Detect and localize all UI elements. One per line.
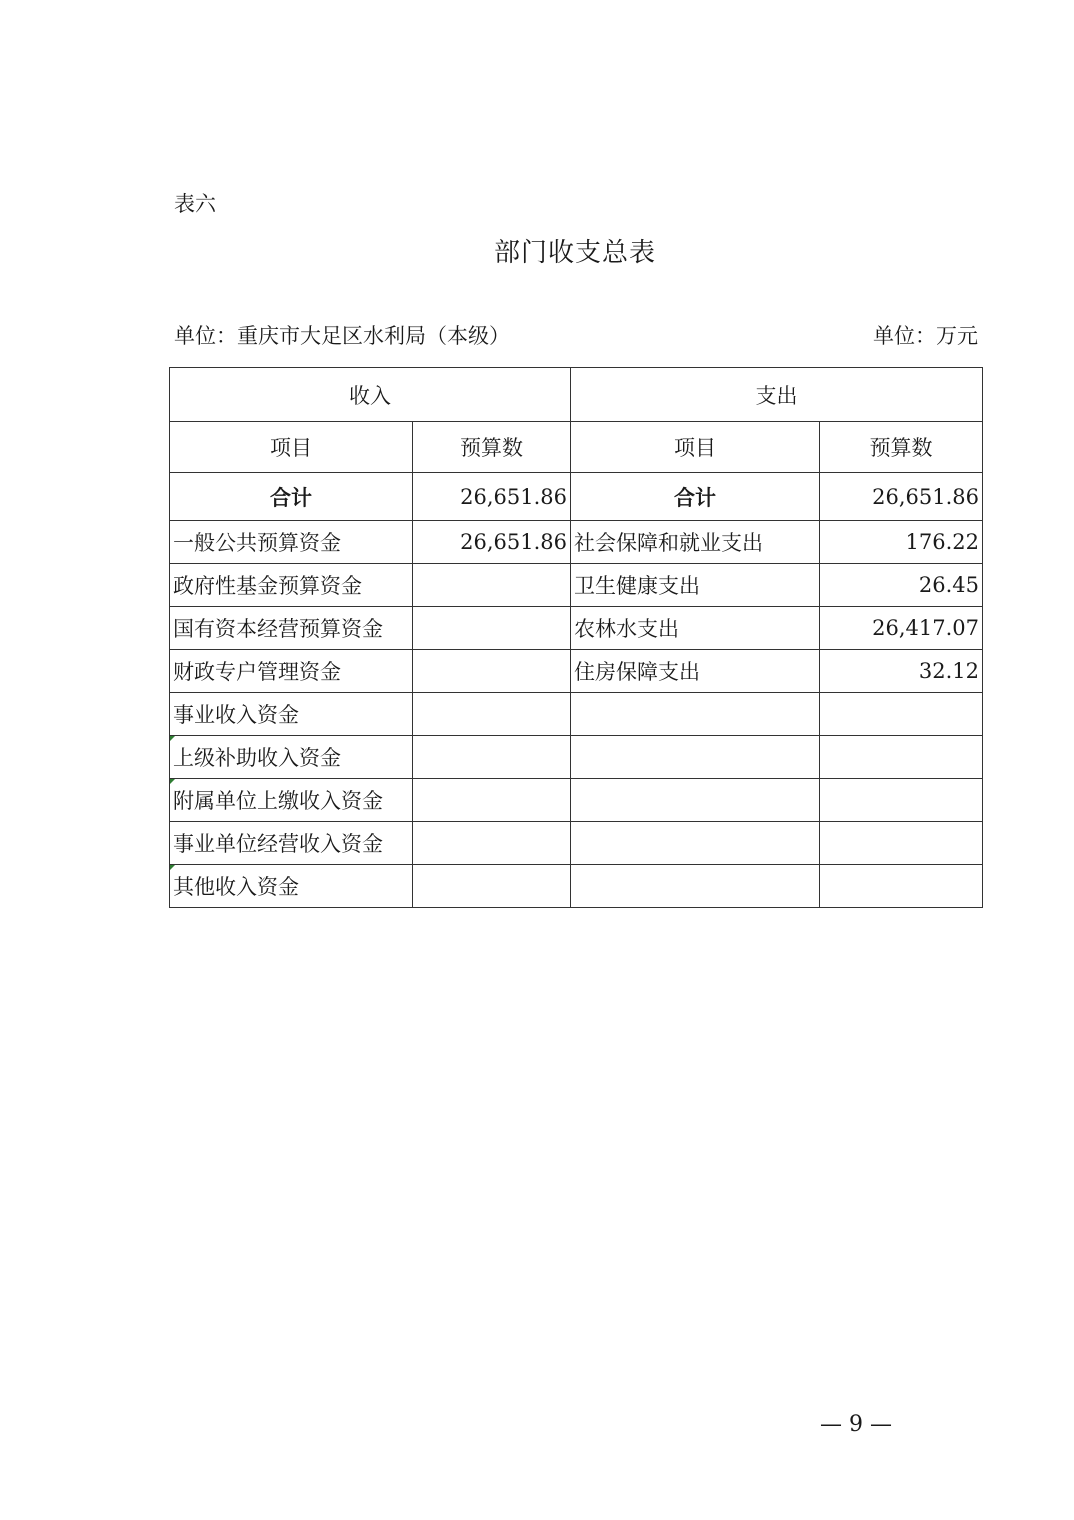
table-row bbox=[170, 521, 983, 564]
income-section-header: 收入 bbox=[170, 368, 571, 422]
table-column-header-row bbox=[170, 422, 983, 473]
expense-amount: 32.12 bbox=[820, 650, 983, 693]
income-amount bbox=[413, 822, 571, 865]
expense-amount: 176.22 bbox=[820, 521, 983, 564]
table-row bbox=[170, 822, 983, 865]
income-amount bbox=[413, 564, 571, 607]
expense-total-value: 26,651.86 bbox=[820, 473, 983, 521]
unit-currency: 单位：万元 bbox=[873, 324, 978, 348]
table-label: 表六 bbox=[174, 192, 216, 216]
expense-amount: 26,417.07 bbox=[820, 607, 983, 650]
income-item: 上级补助收入资金 bbox=[170, 736, 413, 779]
income-item-column-header: 项目 bbox=[170, 422, 413, 473]
income-total-label: 合计 bbox=[170, 473, 413, 521]
expense-total-label: 合计 bbox=[571, 473, 820, 521]
expense-item bbox=[571, 779, 820, 822]
income-amount bbox=[413, 650, 571, 693]
income-item: 事业单位经营收入资金 bbox=[170, 822, 413, 865]
income-amount bbox=[413, 693, 571, 736]
budget-summary-table bbox=[169, 367, 983, 908]
income-amount bbox=[413, 607, 571, 650]
income-item: 政府性基金预算资金 bbox=[170, 564, 413, 607]
income-item: 国有资本经营预算资金 bbox=[170, 607, 413, 650]
income-item: 附属单位上缴收入资金 bbox=[170, 779, 413, 822]
expense-budget-column-header: 预算数 bbox=[820, 422, 983, 473]
table-row bbox=[170, 779, 983, 822]
table-row bbox=[170, 564, 983, 607]
expense-amount bbox=[820, 693, 983, 736]
total-row bbox=[170, 473, 983, 521]
table-row bbox=[170, 650, 983, 693]
expense-item bbox=[571, 865, 820, 908]
expense-item: 社会保障和就业支出 bbox=[571, 521, 820, 564]
table-row bbox=[170, 693, 983, 736]
income-total-value: 26,651.86 bbox=[413, 473, 571, 521]
income-budget-column-header: 预算数 bbox=[413, 422, 571, 473]
table-row bbox=[170, 865, 983, 908]
expense-item bbox=[571, 693, 820, 736]
page-number: — 9 — bbox=[820, 1412, 892, 1437]
expense-item: 卫生健康支出 bbox=[571, 564, 820, 607]
expense-item: 住房保障支出 bbox=[571, 650, 820, 693]
income-amount bbox=[413, 736, 571, 779]
income-item: 财政专户管理资金 bbox=[170, 650, 413, 693]
expense-section-header: 支出 bbox=[571, 368, 983, 422]
expense-item bbox=[571, 822, 820, 865]
expense-amount bbox=[820, 779, 983, 822]
income-item: 事业收入资金 bbox=[170, 693, 413, 736]
page-title: 部门收支总表 bbox=[493, 238, 656, 268]
expense-amount bbox=[820, 822, 983, 865]
table-row bbox=[170, 736, 983, 779]
income-amount bbox=[413, 779, 571, 822]
income-item: 其他收入资金 bbox=[170, 865, 413, 908]
income-amount bbox=[413, 865, 571, 908]
expense-amount bbox=[820, 865, 983, 908]
expense-amount: 26.45 bbox=[820, 564, 983, 607]
table-section-header-row bbox=[170, 368, 983, 422]
income-amount: 26,651.86 bbox=[413, 521, 571, 564]
expense-amount bbox=[820, 736, 983, 779]
expense-item: 农林水支出 bbox=[571, 607, 820, 650]
table-row bbox=[170, 607, 983, 650]
income-item: 一般公共预算资金 bbox=[170, 521, 413, 564]
expense-item-column-header: 项目 bbox=[571, 422, 820, 473]
unit-organization: 单位：重庆市大足区水利局（本级） bbox=[174, 324, 510, 348]
expense-item bbox=[571, 736, 820, 779]
